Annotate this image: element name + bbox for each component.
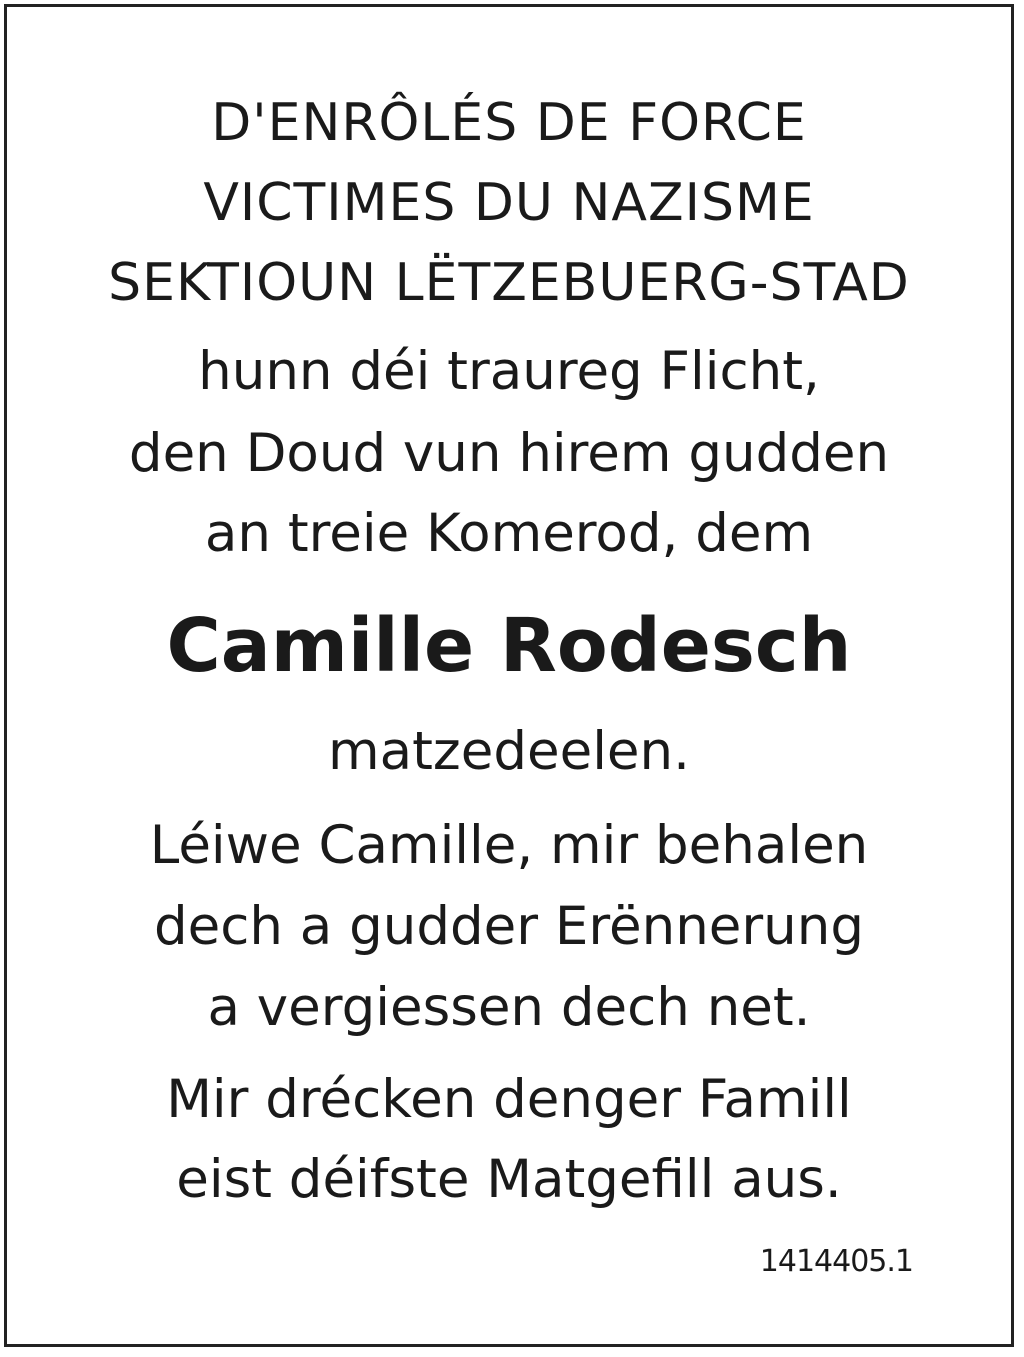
intro-line-2: den Doud vun hirem gudden bbox=[128, 423, 890, 484]
intro-line-1: hunn déi traureg Flicht, bbox=[198, 341, 820, 402]
farewell-line-1: Léiwe Camille, mir behalen bbox=[149, 815, 869, 876]
intro-line-3: an treie Komerod, dem bbox=[204, 503, 814, 564]
condolence-line-2: eist déifste Matgefill aus. bbox=[176, 1149, 842, 1210]
deceased-name: Camille Rodesch bbox=[166, 603, 852, 689]
announcement-text: matzedeelen. bbox=[328, 721, 690, 782]
header-line-3: SEKTIOUN LËTZEBUERG-STAD bbox=[108, 253, 910, 313]
farewell-line-3: a vergiessen dech net. bbox=[207, 977, 811, 1038]
obituary-notice bbox=[4, 4, 1014, 1347]
header-line-1: D'ENRÔLÉS DE FORCE bbox=[211, 93, 807, 153]
reference-number: 1414405.1 bbox=[759, 1244, 913, 1279]
header-line-2: VICTIMES DU NAZISME bbox=[203, 173, 815, 233]
farewell-line-2: dech a gudder Erënnerung bbox=[153, 896, 865, 957]
condolence-line-1: Mir drécken denger Famill bbox=[166, 1069, 852, 1130]
